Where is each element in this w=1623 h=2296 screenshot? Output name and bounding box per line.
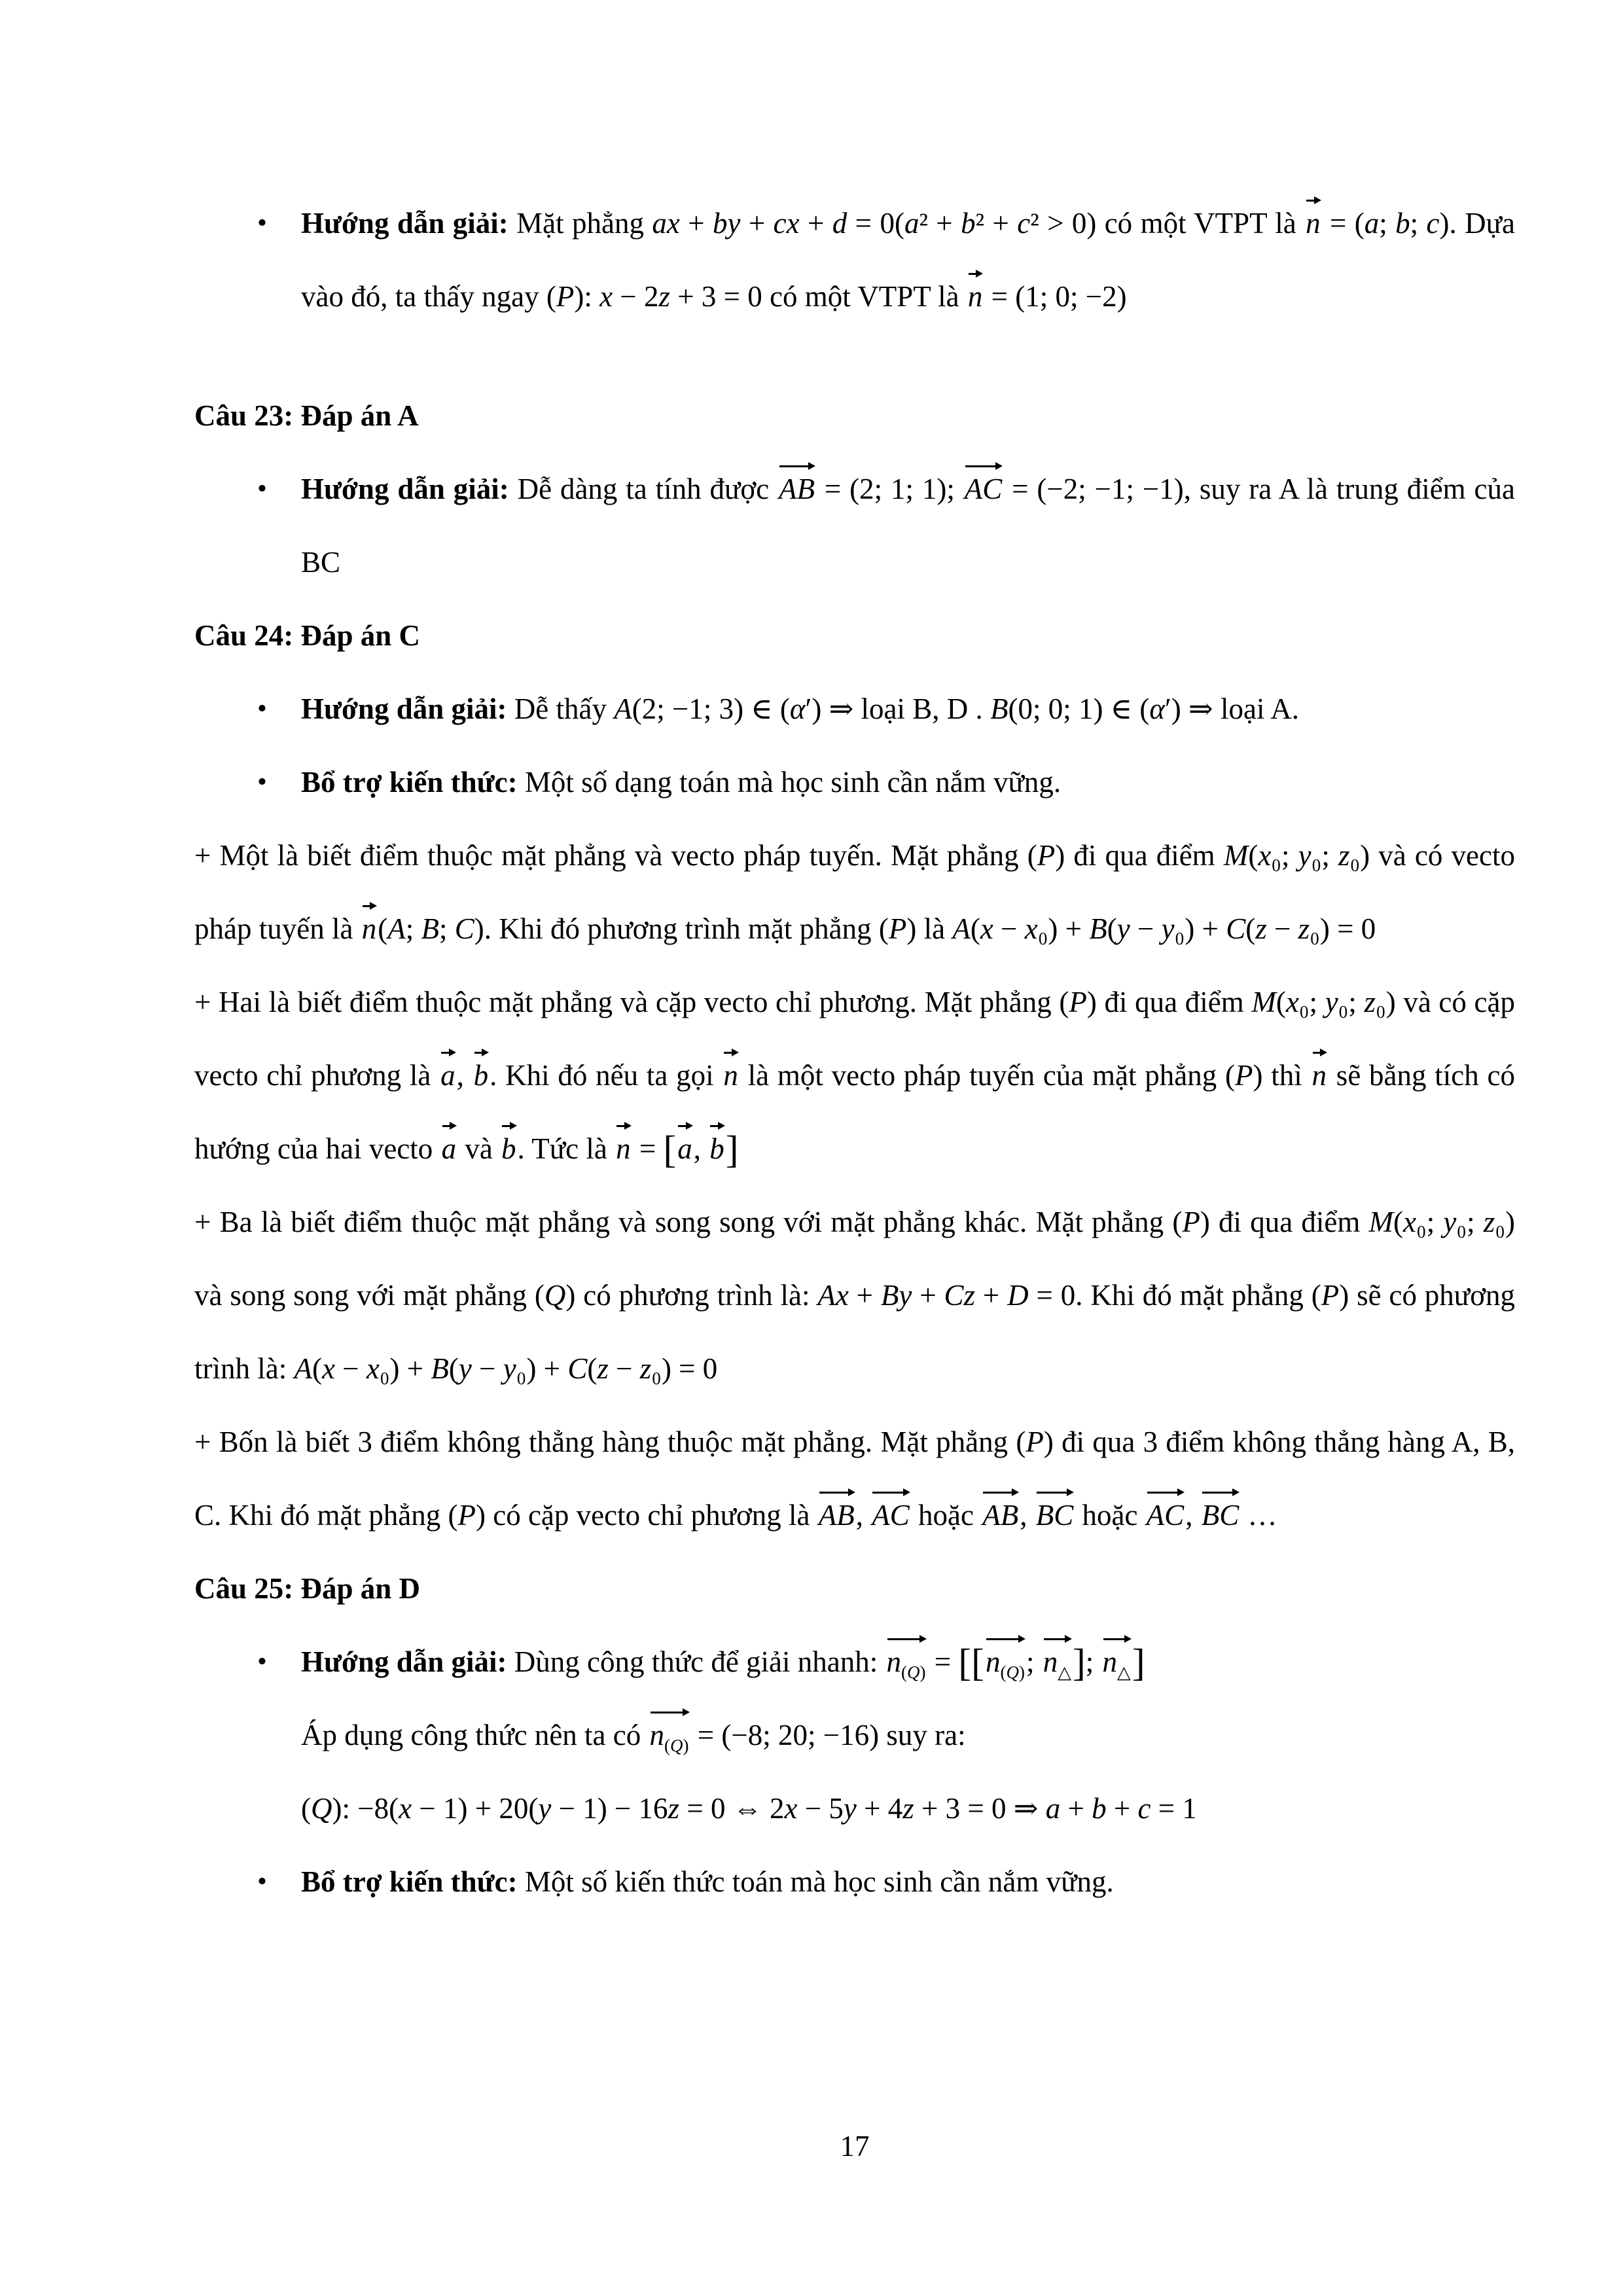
- vector: [982, 1499, 1018, 1533]
- vector-body: b: [501, 1132, 516, 1165]
- math-run: (P): [878, 912, 917, 945]
- math-run: A(x − x₀) + B(y − y₀) + C(z − z₀) = 0: [952, 912, 1376, 945]
- vector-body: n: [967, 280, 983, 313]
- math-run: ,: [456, 1059, 473, 1092]
- math-run: Ax + By + Cz + D = 0: [817, 1279, 1076, 1312]
- math-run: ,: [1185, 1499, 1200, 1532]
- vector-arrow-icon: [474, 1047, 488, 1056]
- vector-body: $n_{(Q)}$: [886, 1645, 926, 1682]
- math-run: ax + by + cx + d = 0(a² + b² + c² > 0): [652, 207, 1097, 240]
- vector-subscript: (Q): [664, 1736, 689, 1755]
- vector-arrow-icon: [616, 1121, 630, 1130]
- text-run: hoặc: [1075, 1499, 1145, 1532]
- text-run: + Hai là biết điểm thuộc mặt phẳng và cặp vecto chỉ phương. Mặt phẳng: [194, 986, 1060, 1018]
- big-bracket: ]: [1073, 1640, 1086, 1684]
- vector: [779, 473, 815, 507]
- math-run: (Q): [534, 1279, 576, 1312]
- math-run: ,: [693, 1132, 709, 1165]
- vector: [677, 1132, 692, 1166]
- bold-label: Bổ trợ kiến thức:: [301, 1865, 525, 1898]
- vector: [819, 1499, 855, 1533]
- vector-arrow-icon: [969, 268, 982, 278]
- vector: [1103, 1645, 1131, 1681]
- bullet-item: [194, 452, 1515, 599]
- vector-body: AB: [779, 473, 815, 505]
- vector: [1147, 1499, 1185, 1533]
- vector: [650, 1719, 689, 1755]
- vector: [442, 1132, 457, 1166]
- bullet-item: [194, 1625, 1515, 1698]
- text-run: loại B, D .: [861, 692, 991, 725]
- text-run: và song song với mặt phẳng: [194, 1279, 535, 1312]
- math-run: = (2; 1; 1);: [816, 473, 963, 505]
- math-run: = (a; b; c): [1321, 207, 1450, 240]
- text-run: đi qua điểm: [1096, 986, 1252, 1018]
- text-run: Một số kiến thức toán mà học sinh cần nắm vững.: [524, 1865, 1114, 1898]
- text-run: có một VTPT là: [1096, 207, 1305, 240]
- math-run: A(2; −1; 3) ∈ (α′) ⇒: [614, 692, 861, 725]
- text-run: + Bốn là biết 3 điểm không thẳng hàng thuộc mặt phẳng. Mặt phẳng: [194, 1426, 1016, 1458]
- bold-label: Bổ trợ kiến thức:: [301, 766, 525, 798]
- vector-arrow-icon: [986, 1634, 1024, 1643]
- vector-arrow-icon: [710, 1121, 724, 1130]
- vector-arrow-icon: [779, 461, 814, 470]
- big-bracket: ]: [1132, 1640, 1145, 1684]
- vector-body: AC: [872, 1499, 910, 1532]
- text-run: đi qua điểm: [1065, 839, 1224, 872]
- vector-arrow-icon: [1037, 1487, 1073, 1496]
- paragraph: [194, 1405, 1515, 1552]
- vector-body: n: [616, 1132, 631, 1165]
- text-run: và: [457, 1132, 501, 1165]
- bullet-item: [194, 187, 1515, 333]
- text-run: . Khi đó nếu ta gọi: [490, 1059, 722, 1092]
- text-run: đi qua 3 điểm không thẳng hàng A, B, C. Khi đó mặt phẳng: [194, 1426, 1515, 1532]
- bold-label: Hướng dẫn giải:: [301, 473, 518, 505]
- vector-arrow-icon: [1044, 1634, 1071, 1643]
- text-run: là: [916, 912, 953, 945]
- math-run: (Q): −8(x − 1) + 20(y − 1) − 16z = 0 ⇔ 2x − 5y + 4z + 3 = 0 ⇒ a + b + c = 1: [301, 1792, 1197, 1825]
- page-number: 17: [840, 2130, 870, 2162]
- text-run: …: [1240, 1499, 1277, 1532]
- math-run: M(x₀; y₀; z₀): [1368, 1206, 1515, 1238]
- math-run: (P): [1172, 1206, 1210, 1238]
- bullet-item: [194, 745, 1515, 819]
- math-run: ;: [1085, 1645, 1101, 1678]
- document-content: [194, 187, 1515, 1918]
- math-run: B(0; 0; 1) ∈ (α′) ⇒: [990, 692, 1221, 725]
- text-run: thì: [1262, 1059, 1311, 1092]
- math-run: (P): [1027, 839, 1065, 872]
- vector-body: BC: [1035, 1499, 1074, 1532]
- math-run: (P): [1225, 1059, 1263, 1092]
- math-run: =: [927, 1645, 959, 1678]
- bold-label: Câu 24: Đáp án C: [194, 619, 421, 652]
- math-run: (P): [448, 1499, 486, 1532]
- text-run: sẽ có phương trình là:: [194, 1279, 1515, 1385]
- text-run: và có vecto pháp tuyến là: [194, 839, 1515, 945]
- vector-arrow-icon: [965, 461, 1002, 470]
- bold-label: Hướng dẫn giải:: [301, 207, 517, 240]
- vector-arrow-icon: [819, 1487, 854, 1496]
- text-run: , suy ra A là trung điểm của BC: [301, 473, 1515, 579]
- math-run: (P): [1016, 1426, 1054, 1458]
- vector-arrow-icon: [1103, 1634, 1130, 1643]
- vector-arrow-icon: [502, 1121, 516, 1130]
- text-run: Dùng công thức để giải nhanh:: [514, 1645, 885, 1678]
- math-run: A(x − x₀) + B(y − y₀) + C(z − z₀) = 0: [294, 1352, 718, 1385]
- vector-body: n: [361, 912, 377, 945]
- vector-arrow-icon: [872, 1487, 909, 1496]
- math-run: ;: [1026, 1645, 1042, 1678]
- vector-body: AB: [982, 1499, 1019, 1532]
- math-run: = (−8; 20; −16): [690, 1719, 880, 1751]
- vector-body: AB: [818, 1499, 855, 1532]
- paragraph: [194, 965, 1515, 1185]
- paragraph: [194, 819, 1515, 965]
- math-run: = (1; 0; −2): [984, 280, 1127, 313]
- math-run: ,: [855, 1499, 871, 1532]
- vector-body: AC: [1146, 1499, 1185, 1532]
- section-heading: [194, 1552, 1515, 1625]
- vector: [723, 1059, 738, 1093]
- math-run: (P): [1311, 1279, 1349, 1312]
- text-run: suy ra:: [879, 1719, 966, 1751]
- math-run: M(x₀; y₀; z₀): [1223, 839, 1370, 872]
- bold-label: Hướng dẫn giải:: [301, 1645, 514, 1678]
- section-heading: [194, 599, 1515, 672]
- vector-body: $n_{(Q)}$: [649, 1719, 689, 1755]
- vector: [1202, 1499, 1240, 1533]
- vector: [872, 1499, 910, 1533]
- vector-body: n: [723, 1059, 738, 1092]
- text-run: Mặt phẳng: [516, 207, 652, 240]
- vector-body: BC: [1201, 1499, 1240, 1532]
- bold-label: Câu 25: Đáp án D: [194, 1572, 421, 1605]
- indented-paragraph: [194, 1698, 1515, 1772]
- math-run: =: [632, 1132, 664, 1165]
- vector-arrow-icon: [442, 1121, 456, 1130]
- text-run: có phương trình là:: [575, 1279, 818, 1312]
- vector-subscript: (Q): [901, 1662, 926, 1682]
- text-run: và có cặp vecto chỉ phương là: [194, 986, 1515, 1092]
- text-run: . Khi đó phương trình mặt phẳng: [484, 912, 879, 945]
- vector-arrow-icon: [724, 1047, 738, 1056]
- vector: [1312, 1059, 1327, 1093]
- text-run: Áp dụng công thức nên ta có: [301, 1719, 649, 1751]
- bold-label: Câu 23: Đáp án A: [194, 399, 419, 432]
- vector-arrow-icon: [887, 1634, 925, 1643]
- vector-body: n: [1306, 207, 1321, 240]
- vector-body: $n_\triangle$: [1102, 1645, 1131, 1682]
- vector-body: n: [1311, 1059, 1327, 1092]
- vector: [709, 1132, 724, 1166]
- vector-body: a: [677, 1132, 692, 1165]
- big-bracket: ]: [725, 1127, 739, 1171]
- vector-body: a: [440, 1059, 455, 1092]
- vector-arrow-icon: [651, 1707, 688, 1716]
- text-run: có cặp vecto chỉ phương là: [485, 1499, 817, 1532]
- text-run: loại A.: [1220, 692, 1299, 725]
- vector: [362, 912, 377, 946]
- math-run: (P): [1059, 986, 1097, 1018]
- vector: [440, 1059, 455, 1093]
- vector-arrow-icon: [1313, 1047, 1327, 1056]
- vector: [1306, 207, 1321, 241]
- vector-arrow-icon: [363, 901, 376, 910]
- text-run: + Một là biết điểm thuộc mặt phẳng và vecto pháp tuyến. Mặt phẳng: [194, 839, 1027, 872]
- text-run: sẽ bằng tích có hướng của hai vecto: [194, 1059, 1515, 1165]
- section-heading: [194, 379, 1515, 452]
- vector-body: b: [473, 1059, 489, 1092]
- text-run: có một VTPT là: [762, 280, 967, 313]
- vector-body: b: [709, 1132, 724, 1165]
- vector: [887, 1645, 926, 1681]
- big-bracket: [: [663, 1127, 677, 1171]
- vector-arrow-icon: [1147, 1487, 1184, 1496]
- math-run: ,: [1020, 1499, 1035, 1532]
- vector: [616, 1132, 631, 1166]
- vector-arrow-icon: [441, 1047, 455, 1056]
- bullet-item: [194, 672, 1515, 745]
- vector-subscript: (Q): [1000, 1662, 1025, 1682]
- vector: [474, 1059, 489, 1093]
- text-run: Dễ thấy: [514, 692, 615, 725]
- text-run: . Tức là: [517, 1132, 615, 1165]
- vector-arrow-icon: [678, 1121, 692, 1130]
- paragraph: [194, 1185, 1515, 1405]
- vector: [965, 473, 1003, 507]
- text-run: + Ba là biết điểm thuộc mặt phẳng và song song với mặt phẳng khác. Mặt phẳng: [194, 1206, 1173, 1238]
- vector-arrow-icon: [1306, 195, 1320, 204]
- text-run: Dễ dàng ta tính được: [517, 473, 778, 505]
- text-run: hoặc: [910, 1499, 982, 1532]
- math-run: (P): x − 2z + 3 = 0: [546, 280, 762, 313]
- bullet-item: [194, 1845, 1515, 1918]
- vector-body: AC: [964, 473, 1003, 505]
- text-run: đi qua điểm: [1209, 1206, 1369, 1238]
- indented-paragraph: [194, 1772, 1515, 1845]
- vector: [968, 280, 983, 314]
- bold-label: Hướng dẫn giải:: [301, 692, 514, 725]
- text-run: . Khi đó mặt phẳng: [1075, 1279, 1311, 1312]
- vector-body: $n_{(Q)}$: [985, 1645, 1025, 1682]
- text-run: . Dựa vào đó, ta thấy ngay: [301, 207, 1515, 313]
- vector-body: a: [441, 1132, 457, 1165]
- math-run: = (−2; −1; −1): [1003, 473, 1184, 505]
- math-run: M(x₀; y₀; z₀): [1251, 986, 1396, 1018]
- vector: [501, 1132, 516, 1166]
- big-bracket: [[: [958, 1640, 984, 1684]
- text-run: là một vecto pháp tuyến của mặt phẳng: [739, 1059, 1226, 1092]
- vector-body: $n_\triangle$: [1043, 1645, 1071, 1682]
- vector: [986, 1645, 1025, 1681]
- vector-arrow-icon: [1202, 1487, 1239, 1496]
- page-footer: [194, 2128, 1515, 2164]
- vector-subscript: △: [1058, 1662, 1071, 1682]
- math-run: (A; B; C): [378, 912, 484, 945]
- vector-subscript: △: [1117, 1662, 1131, 1682]
- vector: [1043, 1645, 1071, 1681]
- vector-arrow-icon: [983, 1487, 1018, 1496]
- text-run: Một số dạng toán mà học sinh cần nắm vững.: [524, 766, 1061, 798]
- vector: [1036, 1499, 1074, 1533]
